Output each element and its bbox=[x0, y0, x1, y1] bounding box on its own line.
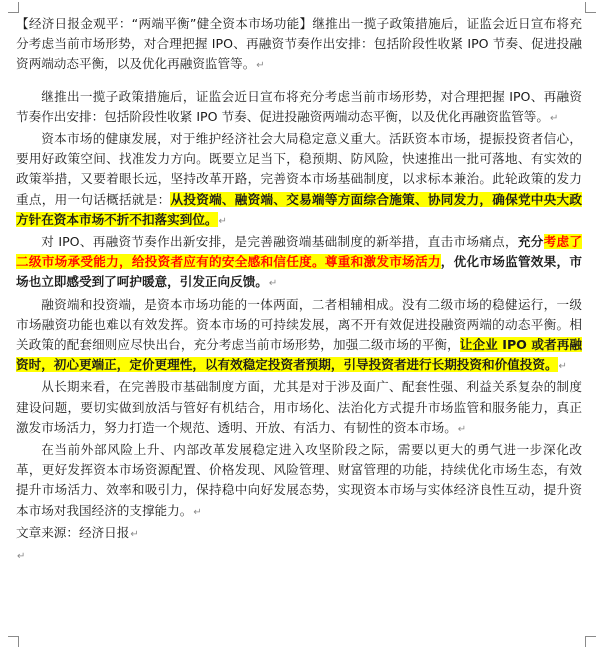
empty-paragraph bbox=[16, 545, 582, 567]
paragraph-5: 从长期来看，在完善股市基础制度方面，尤其是对于涉及面广、配套性强、利益关系复杂的制度建设问题，要切实做到放活与管好有机结合，用市场化、法治化方式提升市场监管和服务能力，真正激发市场活力，努力打造一个规范、透明、开放、有活力、有韧性的资本市场。↵ bbox=[16, 379, 582, 435]
paragraph-mark-icon: ↵ bbox=[268, 278, 278, 290]
intro-paragraph: 【经济日报金观平：“两端平衡”健全资本市场功能】继推出一揽子政策措施后，证监会近日宣布将充分考虑当前市场形势，对合理把握 IPO、再融资节奏作出安排：包括阶段性收紧 IPO 节奏、促进投融资两端动态平衡，以及优化再融资监管等。↵ bbox=[16, 16, 582, 72]
crop-mark-top-left bbox=[8, 2, 19, 13]
paragraph-mark-icon: ↵ bbox=[256, 60, 265, 72]
paragraph-2: 资本市场的健康发展，对于维护经济社会大局稳定意义重大。活跃资本市场，提振投资者信心，要用好政策空间、找准发力方向。既要立足当下，稳预期、防风险，快速推出一批可落地、有实效的政策举措，又要着眼长远，坚持改革开路，完善资本市场基础制度，以求标本兼治。此轮政策的发力重点，用一句话概括就是：从投资端、融资端、交易端等方面综合施策、协同发力，确保党中央大政方针在资本市场不折不扣落实到位。↵ bbox=[16, 131, 583, 227]
highlighted-red-text: 考虑了二级市场承受能力，给投资者应有的安全感和信任度。尊重和激发市场活力 bbox=[16, 234, 582, 270]
crop-mark-top-right bbox=[585, 2, 596, 13]
paragraph-4: 融资端和投资端，是资本市场功能的一体两面，二者相辅相成。没有二级市场的稳健运行，一级市场融资功能也难以有效发挥。资本市场的可持续发展，离不开有效促进投融资两端的动态平衡。相关政策的配套细则应尽快出台，充分考虑当前市场形势，加强二级市场的平衡，让企业 IPO 或者再融资时，初心更端正，定价更理性，以有效稳定投资者预期，引导投资者进行长期投资和价值投资。↵ bbox=[16, 296, 582, 373]
paragraph-mark-icon: ↵ bbox=[218, 215, 227, 227]
crop-mark-bottom-right bbox=[585, 636, 596, 647]
crop-mark-bottom-left bbox=[8, 636, 19, 647]
paragraph-6: 在当前外部风险上升、内部改革发展稳定进入攻坚阶段之际，需要以更大的勇气进一步深化改革，更好发挥资本市场资源配置、价格发现、风险管理、财富管理的功能，持续优化市场生态，有效提升市场活力、效率和吸引力，保持稳中向好发展态势，实现资本市场与实体经济良性互动，提升资本市场对我国经济的支撑能力。↵ bbox=[16, 442, 582, 518]
paragraph-1: 继推出一揽子政策措施后，证监会近日宣布将充分考虑当前市场形势，对合理把握 IPO、再融资节奏作出安排：包括阶段性收紧 IPO 节奏、促进投融资两端动态平衡，以及优化再融资监管等。↵ bbox=[16, 88, 582, 124]
highlighted-text: 从投资端、融资端、交易端等方面综合施策、协同发力，确保党中央大政方针在资本市场不折不扣落实到位。 bbox=[16, 191, 583, 227]
source-line: 文章来源：经济日报↵ bbox=[16, 524, 139, 540]
document-body[interactable] bbox=[16, 14, 582, 567]
paragraph-mark-icon: ↵ bbox=[17, 551, 26, 563]
bold-text: 充分 bbox=[517, 234, 544, 250]
paragraph-mark-icon: ↵ bbox=[193, 506, 202, 518]
paragraph-mark-icon: ↵ bbox=[549, 112, 559, 124]
paragraph-mark-icon: ↵ bbox=[130, 528, 139, 540]
paragraph-3: 对 IPO、再融资节奏作出新安排，是完善融资端基础制度的新举措，直击市场痛点，充分考虑了二级市场承受能力，给投资者应有的安全感和信任度。尊重和激发市场活力，优化市场监管效果，市场也立即感受到了呵护暖意，引发正向反馈。↵ bbox=[16, 234, 583, 290]
highlighted-text: 让企业 IPO 或者再融资时，初心更端正，定价更理性，以有效稳定投资者预期，引导投资者进行长期投资和价值投资。 bbox=[16, 337, 582, 373]
paragraph-mark-icon: ↵ bbox=[457, 423, 467, 435]
bold-text: ，优化市场监管效果，市场也立即感受到了呵护暖意，引发正向反馈。 bbox=[16, 254, 583, 290]
paragraph-mark-icon: ↵ bbox=[558, 361, 567, 373]
